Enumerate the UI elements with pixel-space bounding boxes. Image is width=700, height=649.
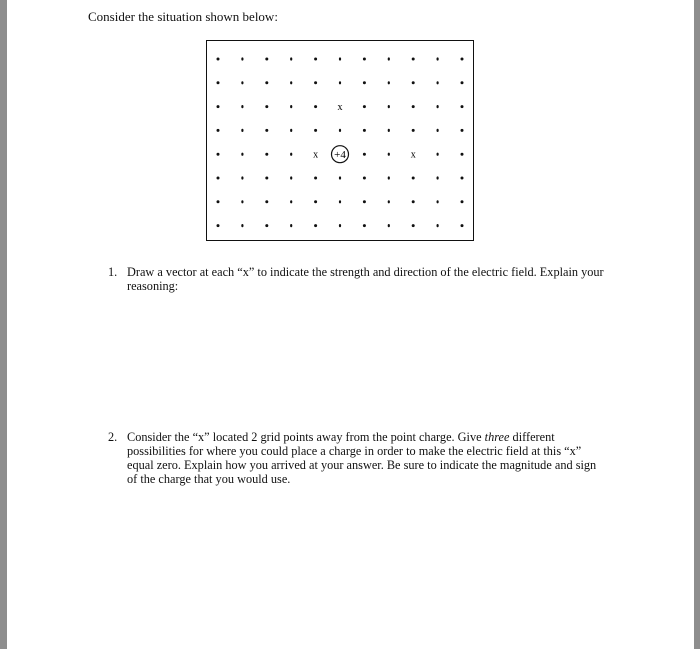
- question-2-line-1-a: Consider the “x” located 2 grid points away from the point charge. Give: [127, 430, 482, 444]
- grid-dot: [290, 200, 292, 203]
- grid-dot: [265, 224, 268, 227]
- grid-dot: [461, 81, 464, 84]
- grid-dot: [217, 153, 220, 156]
- question-2-text: [127, 430, 596, 486]
- grid-dot: [363, 105, 366, 108]
- grid-dot: [314, 58, 317, 61]
- grid-dot: [265, 177, 268, 180]
- grid-dot: [241, 105, 243, 108]
- grid-dot: [363, 177, 366, 180]
- grid-dot: [363, 200, 366, 203]
- question-1-line-2: reasoning:: [127, 279, 179, 293]
- grid-dot: [314, 224, 317, 227]
- grid-dot: [412, 81, 415, 84]
- grid-dot: [217, 177, 220, 180]
- grid-dot: [314, 81, 317, 84]
- grid-dot: [290, 105, 292, 108]
- grid-dot: [412, 105, 415, 108]
- grid-dot: [437, 200, 439, 203]
- grid-dot: [412, 129, 415, 132]
- grid-dot: [265, 200, 268, 203]
- figure-grid: [206, 40, 474, 241]
- grid-dot: [437, 129, 439, 132]
- grid-dot: [314, 129, 317, 132]
- grid-dot: [388, 176, 390, 179]
- left-border-bar: [0, 0, 7, 649]
- grid-dot: [314, 200, 317, 203]
- intro-text: Consider the situation shown below:: [88, 9, 278, 24]
- right-border-bar: [694, 0, 700, 649]
- grid-dot: [388, 224, 390, 227]
- charge-label: +4: [334, 149, 346, 162]
- grid-dot: [241, 153, 243, 156]
- question-2-line-4: of the charge that you would use.: [127, 472, 291, 486]
- grid-dot: [265, 58, 268, 61]
- grid-dot: [461, 105, 464, 108]
- grid-dot: [241, 57, 243, 60]
- grid-dot: [339, 81, 341, 84]
- grid-dot: [461, 200, 464, 203]
- grid-dot: [412, 224, 415, 227]
- question-2-line-3: equal zero. Explain how you arrived at your answer. Be sure to indicate the magnitude and sign: [127, 458, 597, 472]
- grid-dot: [241, 176, 243, 179]
- x-marker: x: [313, 149, 319, 161]
- grid-dot: [217, 200, 220, 203]
- grid-dot: [461, 224, 464, 227]
- grid-dot: [437, 105, 439, 108]
- question-2-number: 2.: [108, 430, 118, 444]
- x-marker: x: [410, 149, 416, 161]
- grid-dot: [290, 81, 292, 84]
- grid-dot: [412, 177, 415, 180]
- grid-dot: [461, 177, 464, 180]
- grid-dot: [290, 176, 292, 179]
- grid-dot: [290, 57, 292, 60]
- grid-dot: [241, 129, 243, 132]
- emphasis-three: three: [484, 430, 510, 444]
- grid-dot: [290, 153, 292, 156]
- grid-dot: [363, 58, 366, 61]
- grid-dot: [241, 81, 243, 84]
- grid-dot: [388, 200, 390, 203]
- grid-dot: [339, 129, 341, 132]
- question-2-line-2: possibilities for where you could place a charge in order to make the electric field at this “x”: [127, 444, 582, 458]
- question-1-number: 1.: [108, 265, 118, 279]
- grid-dot: [388, 153, 390, 156]
- grid-dot: [461, 153, 464, 156]
- grid-dot: [290, 129, 292, 132]
- grid-dot: [217, 58, 220, 61]
- question-2-line-1: [127, 430, 596, 444]
- grid-dot: [217, 224, 220, 227]
- point-charge: [332, 146, 349, 163]
- question-1-line-1: Draw a vector at each “x” to indicate the strength and direction of the electric field. Explain your: [127, 265, 604, 279]
- grid-dot: [437, 153, 439, 156]
- grid-dot: [461, 129, 464, 132]
- grid-dot: [388, 105, 390, 108]
- grid-dot: [217, 105, 220, 108]
- grid-dot: [265, 129, 268, 132]
- grid-dot: [363, 153, 366, 156]
- grid-dot: [437, 81, 439, 84]
- grid-dot: [412, 58, 415, 61]
- grid-dot: [388, 129, 390, 132]
- grid-dot: [265, 153, 268, 156]
- grid-dot: [363, 129, 366, 132]
- grid-dot: [290, 224, 292, 227]
- x-marker: x: [337, 102, 343, 114]
- grid-dot: [412, 200, 415, 203]
- grid-dot: [437, 57, 439, 60]
- grid-dot: [363, 81, 366, 84]
- grid-dot: [339, 176, 341, 179]
- question-1-text: [127, 265, 604, 293]
- grid-dot: [339, 57, 341, 60]
- grid-dot: [461, 58, 464, 61]
- grid-dot: [217, 129, 220, 132]
- question-2-line-1-b: different: [512, 430, 555, 444]
- grid-dot: [339, 200, 341, 203]
- grid-dot: [363, 224, 366, 227]
- grid-dot: [339, 224, 341, 227]
- grid-dot: [314, 177, 317, 180]
- grid-dot: [437, 224, 439, 227]
- grid-dot: [217, 81, 220, 84]
- grid-dot: [314, 105, 317, 108]
- grid-dot: [265, 81, 268, 84]
- grid-dot: [388, 57, 390, 60]
- grid-dot: [437, 176, 439, 179]
- grid-dot: [388, 81, 390, 84]
- grid-dot: [265, 105, 268, 108]
- grid-dot: [241, 200, 243, 203]
- grid-dot: [241, 224, 243, 227]
- grid-svg: [207, 41, 475, 242]
